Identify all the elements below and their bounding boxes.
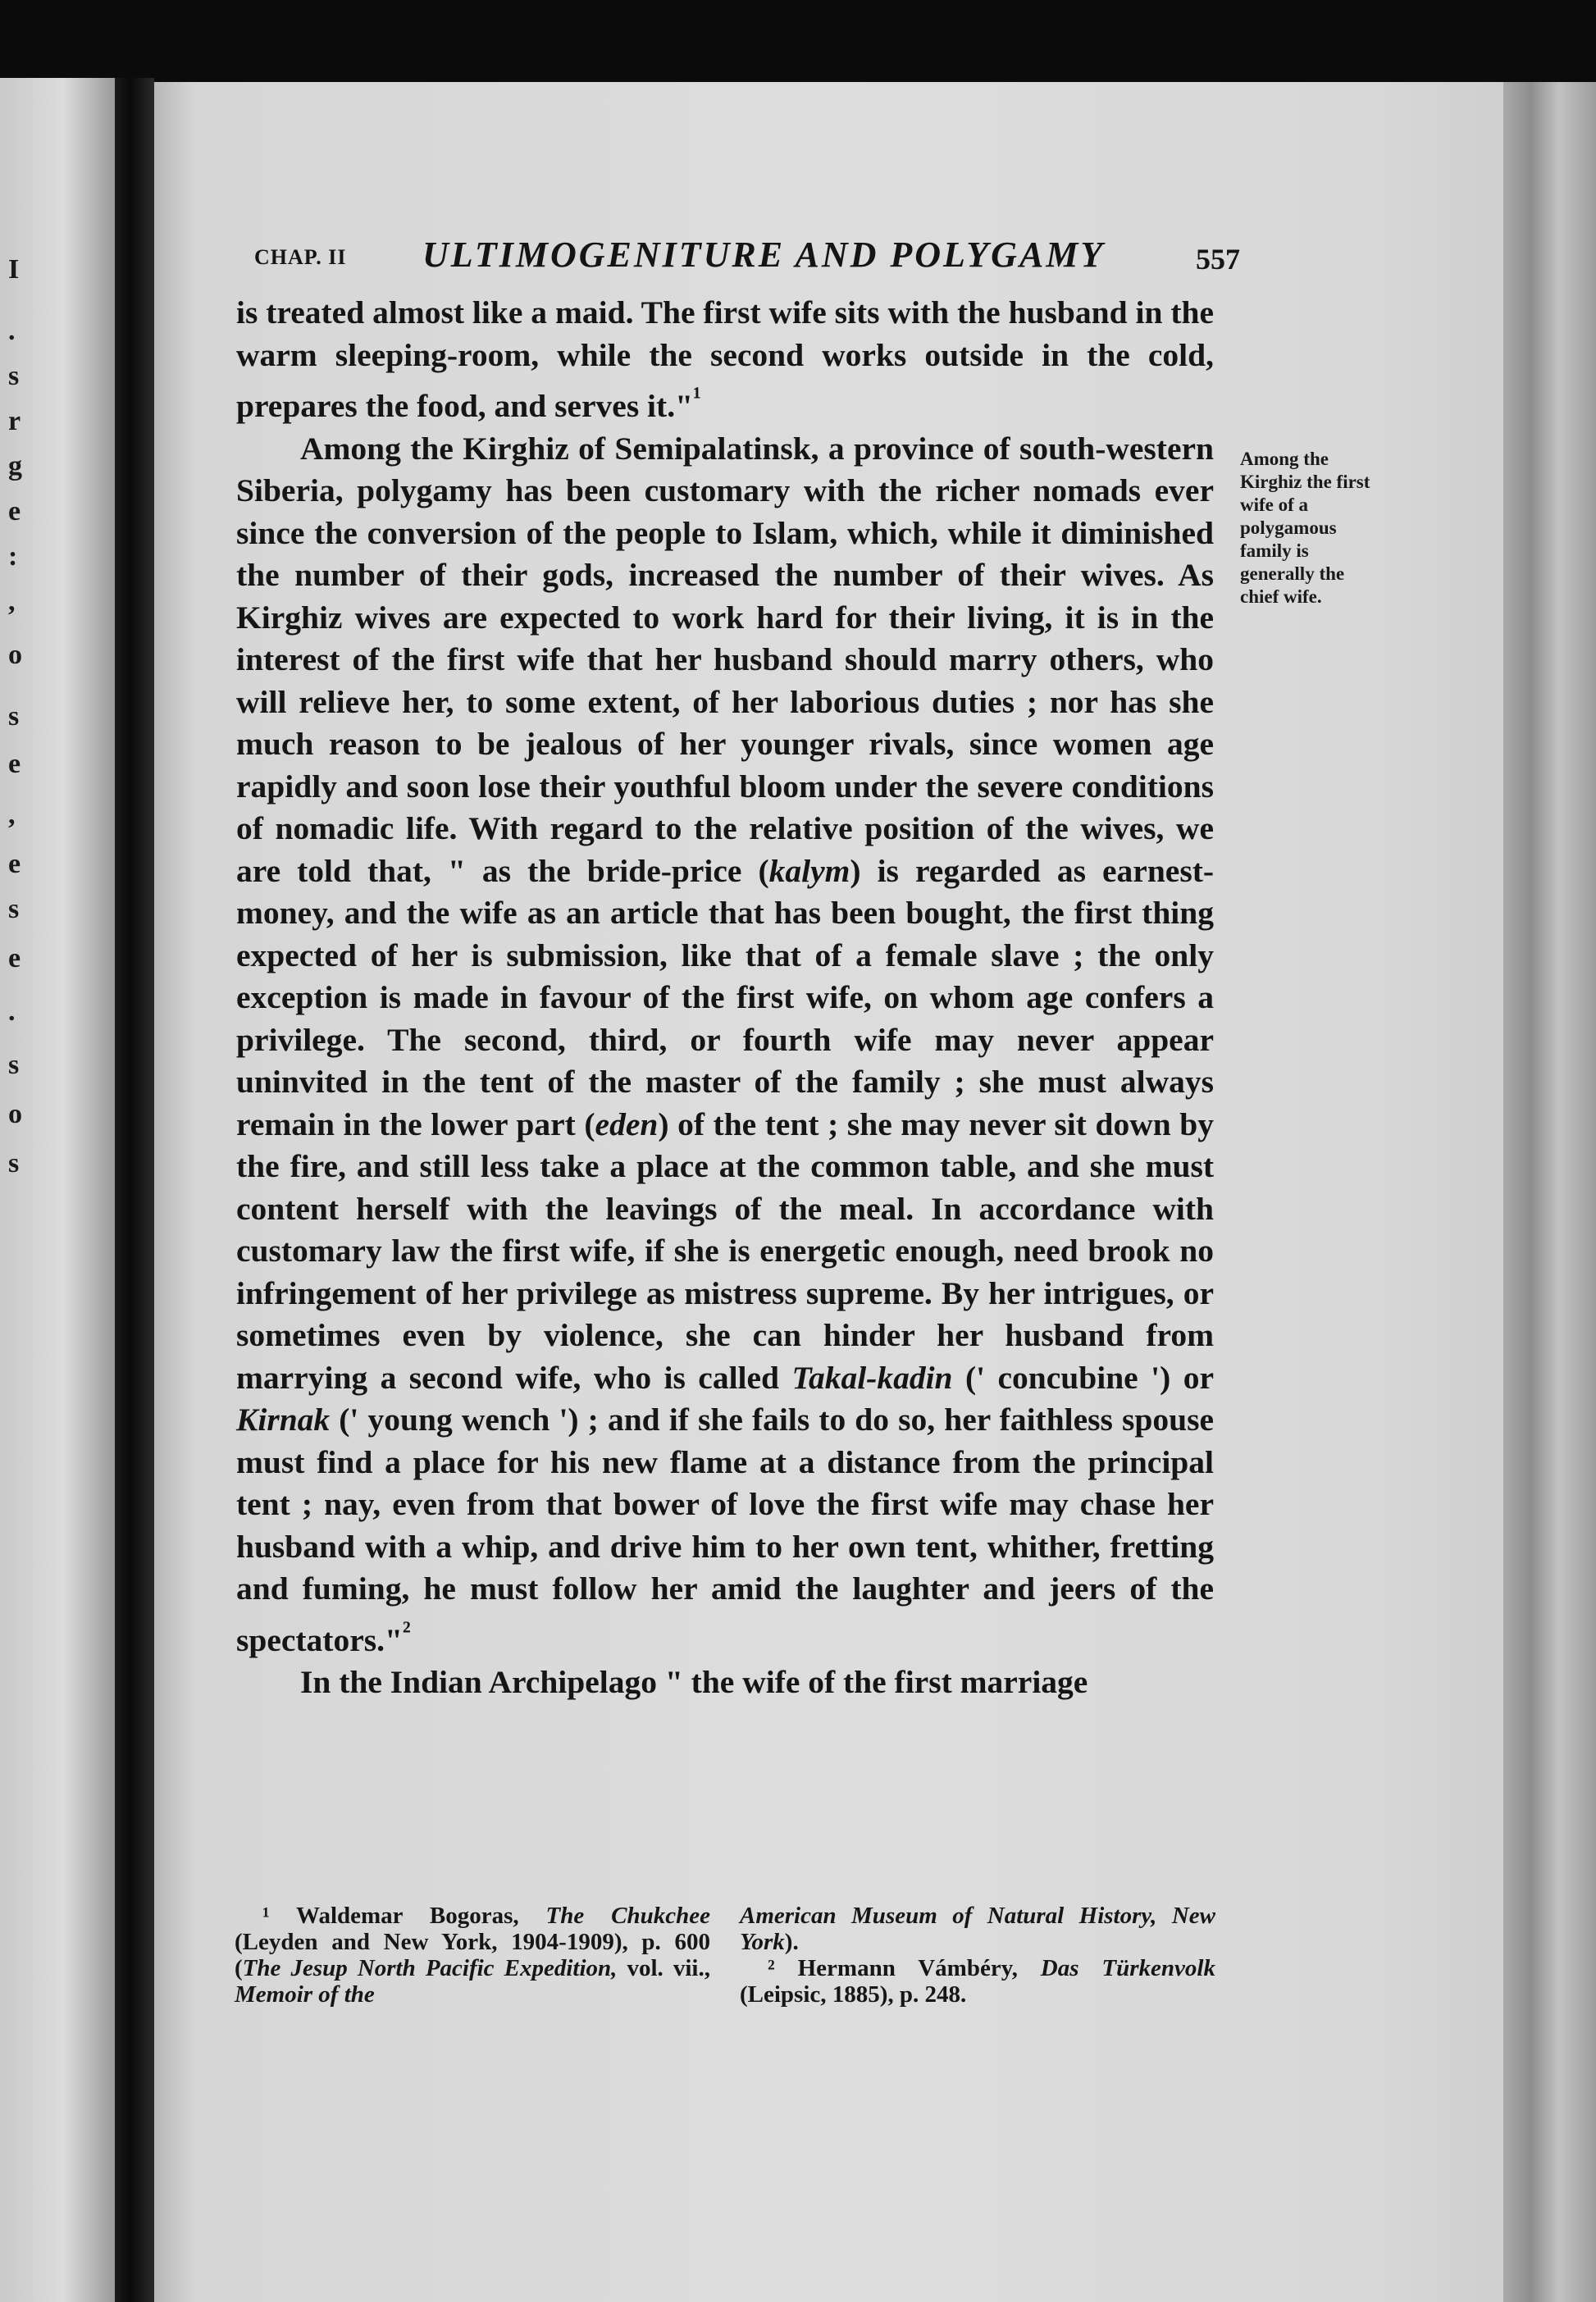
facing-page-glyph: I — [8, 254, 20, 285]
paragraph-segment: is treated almost like a maid. The first wife sits with the husband in the warm sleeping-room, while the second works outside in the cold, prepares the food, and serves it." — [236, 294, 1214, 425]
footnote-segment: ). — [784, 1929, 799, 1955]
facing-page-glyph: e — [8, 943, 21, 973]
footnote-1-continued — [740, 1903, 1215, 1955]
paragraph-segment: In the Indian Archipelago " the wife of the first marriage — [300, 1664, 1088, 1701]
paragraph-segment: Among the Kirghiz of Semipalatinsk, a province of south-western Siberia, polygamy has been customary with the richer nomads ever since the conversion of the people to Islam, which, while it diminished the number of their gods, increased the number of their wives. As Kirghiz wives are expected to work hard for their living, it is in the interest of the first wife that her husband should marry others, who will relieve her, to some extent, of her laborious duties ; nor has she much reason to be jealous of her younger rivals, since women age rapidly and soon lose their youthful bloom under the severe conditions of nomadic life. With regard to the relative position of the wives, we are told that, " as the bride-price ( — [236, 430, 1214, 889]
facing-page-glyph: . — [8, 996, 16, 1027]
facing-page-glyph: s — [8, 1148, 20, 1178]
paragraph-segment: (' young wench ') ; and if she fails to do so, her faithless spouse must find a place for his new flame at a distance from the principal tent ; nay, even from that bower of love the first wife may chase her husband with a whip, and drive him to her own tent, whither, fretting and fuming, he must follow her amid the laughter and jeers of the spectators." — [236, 1402, 1214, 1658]
facing-page-glyph: e — [8, 849, 21, 879]
running-header — [254, 234, 1240, 283]
footnote-segment: Das Türkenvolk — [1040, 1955, 1215, 1981]
paragraph-segment: kalym — [768, 852, 850, 889]
running-title: ULTIMOGENITURE AND POLYGAMY — [422, 235, 1106, 275]
facing-page-text-fragments — [0, 78, 115, 2302]
margin-sidenote: Among the Kirghiz the first wife of a polygamous family is generally the chief wife. — [1240, 449, 1370, 607]
footnote-1 — [235, 1903, 710, 2008]
facing-page-glyph: : — [8, 541, 18, 572]
paragraph-segment: ) is regarded as earnest-money, and the wife as an article that has been bought, the first thing expected of her is submission, like that of a female slave ; the only exception is made in favour of the first wife, on whom age confers a privilege. The second, third, or fourth wife may never appear uninvited in the tent of the master of the family ; she must always remain in the lower part ( — [236, 852, 1215, 1142]
facing-page-glyph: . — [8, 316, 16, 346]
page-stack-edge — [1503, 82, 1596, 2302]
scan-border-top — [0, 0, 1596, 90]
footnote-segment: (Leyden and New York, 1904-1909), p. 600 ( — [235, 1929, 710, 1981]
chapter-label: CHAP. II — [254, 245, 347, 269]
facing-page-glyph: o — [8, 640, 22, 670]
page-number: 557 — [1196, 243, 1240, 276]
footnote-segment: The Jesup North Pacific Expedition, — [242, 1955, 618, 1981]
footnote-segment: ¹ Waldemar Bogoras, — [262, 1903, 546, 1929]
paragraph-segment: ² — [402, 1616, 411, 1646]
facing-page-glyph: s — [8, 1050, 20, 1080]
facing-page-glyph: o — [8, 1099, 22, 1129]
paragraph — [236, 1662, 1214, 1704]
facing-page-glyph: , — [8, 586, 16, 617]
facing-page-glyph: e — [8, 496, 21, 526]
paragraph-segment: ¹ — [693, 382, 701, 412]
facing-page-glyph: s — [8, 894, 20, 924]
paragraph — [236, 292, 1214, 428]
paragraph-segment: (' concubine ') or — [952, 1359, 1214, 1396]
paragraph-segment: ) of the tent ; she may never sit down by the fire, and still less take a place at the common table, and she must content herself with the leavings of the meal. In accordance with customary law the first wife, if she is energetic enough, need brook no infringement of her privilege as mistress supreme. By her intrigues, or sometimes even by violence, she can hinder her husband from marrying a second wife, who is called — [236, 1105, 1214, 1396]
main-text — [236, 292, 1214, 1704]
facing-page-glyph: , — [8, 800, 16, 830]
footnote-segment: American Museum of Natural History, New York — [740, 1903, 1215, 1955]
paragraph-segment: Kirnak — [236, 1402, 331, 1438]
facing-page-glyph: s — [8, 701, 20, 732]
footnote-2 — [740, 1955, 1215, 2008]
paragraph-segment: Takal-kadin — [791, 1359, 953, 1396]
paragraph-segment: eden — [595, 1105, 659, 1142]
facing-page-edge — [0, 78, 115, 2302]
footnote-segment: vol. vii., — [617, 1955, 710, 1981]
facing-page-glyph: g — [8, 451, 22, 481]
facing-page-glyph: r — [8, 406, 21, 436]
footnote-segment: Memoir of the — [235, 1981, 375, 2008]
footnote-column-right — [740, 1903, 1215, 2008]
book-gutter — [115, 78, 154, 2302]
footnote-segment: The Chukchee — [545, 1903, 710, 1929]
facing-page-glyph: s — [8, 361, 20, 391]
footnote-segment: ² Hermann Vámbéry, — [768, 1955, 1041, 1981]
facing-page-glyph: e — [8, 749, 21, 779]
paragraph — [236, 428, 1214, 1662]
footnote-segment: (Leipsic, 1885), p. 248. — [740, 1981, 967, 2008]
footnote-column-left — [235, 1903, 710, 2008]
